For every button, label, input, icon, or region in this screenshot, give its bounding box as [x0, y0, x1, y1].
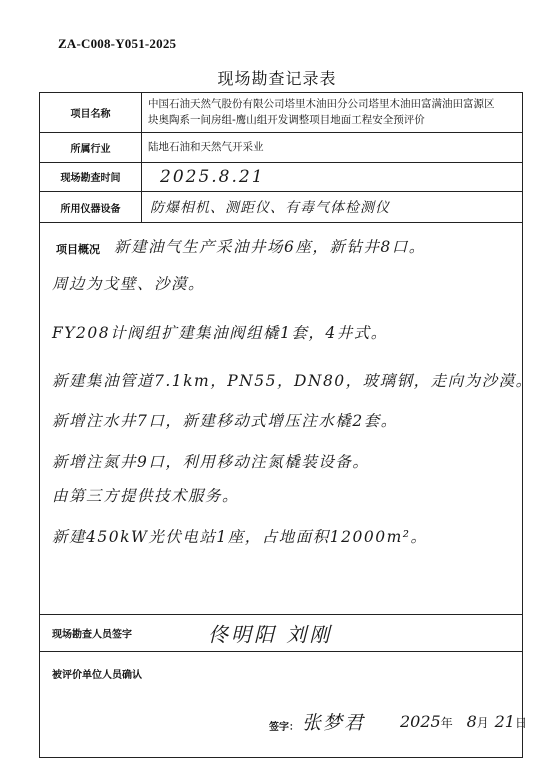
overview-line: 周边为戈壁、沙漠。	[52, 274, 206, 293]
overview-line: 新建450kW光伏电站1座，占地面积12000m²。	[52, 527, 428, 546]
row-industry	[40, 132, 523, 162]
industry-label: 所属行业	[40, 132, 142, 162]
sign-date-month: 8	[466, 711, 477, 731]
overview-line: 新建油气生产采油井场6座，新钻井8口。	[114, 237, 426, 256]
sign-date	[400, 712, 527, 731]
sign-label: 签字：	[269, 721, 299, 733]
sign-date-year-unit: 年	[440, 715, 453, 730]
surveyor-signature-cell	[40, 614, 523, 651]
document-title: 现场勘查记录表	[217, 69, 337, 88]
sign-date-month-unit: 月	[476, 715, 489, 730]
instruments-value-cell	[142, 192, 523, 223]
row-overview	[40, 222, 523, 614]
overview-line: 新建集油管道7.1km，PN55，DN80，玻璃钢，走向为沙漠。	[52, 371, 533, 390]
project-name-line-2: 块奥陶系一间房组-鹰山组开发调整项目地面工程安全预评价	[148, 114, 425, 127]
overview-line: 由第三方提供技术服务。	[52, 486, 240, 505]
row-instruments	[40, 192, 523, 223]
survey-time-value: 2025.8.21	[160, 166, 265, 187]
surveyor-signature-names: 佟明阳 刘刚	[208, 622, 333, 647]
overview-cell	[40, 222, 533, 614]
sign-date-day-unit: 日	[514, 715, 527, 730]
row-surveyor-signature	[40, 614, 523, 651]
surveyor-signature-label: 现场勘查人员签字	[52, 629, 132, 641]
instruments-label: 所用仪器设备	[40, 192, 142, 223]
survey-time-label: 现场勘查时间	[40, 162, 142, 192]
project-name-value	[142, 93, 523, 133]
client-confirmation-cell	[40, 651, 527, 757]
survey-time-value-cell	[142, 162, 523, 192]
overview-line: FY208计阀组扩建集油阀组橇1套，4井式。	[52, 323, 388, 342]
row-project-name	[40, 93, 523, 133]
instruments-value: 防爆相机、测距仪、有毒气体检测仪	[150, 200, 390, 217]
survey-record-table	[39, 92, 533, 758]
client-signature-name: 张梦君	[302, 711, 366, 734]
client-confirmation-label: 被评价单位人员确认	[52, 669, 142, 681]
industry-value: 陆地石油和天然气开采业	[142, 132, 523, 162]
project-name-label: 项目名称	[40, 93, 142, 133]
sign-date-year: 2025	[400, 711, 441, 731]
overview-line: 新增注氮井9口，利用移动注氮橇装设备。	[52, 452, 370, 471]
project-name-line-1: 中国石油天然气股份有限公司塔里木油田分公司塔里木油田富满油田富源区	[148, 98, 495, 111]
row-survey-time	[40, 162, 523, 192]
sign-date-day: 21	[494, 711, 515, 731]
overview-line: 新增注水井7口，新建移动式增压注水橇2套。	[52, 411, 398, 430]
overview-label: 项目概况	[56, 242, 100, 256]
row-client-confirmation	[40, 651, 523, 757]
document-code: ZA-C008-Y051-2025	[58, 36, 177, 51]
